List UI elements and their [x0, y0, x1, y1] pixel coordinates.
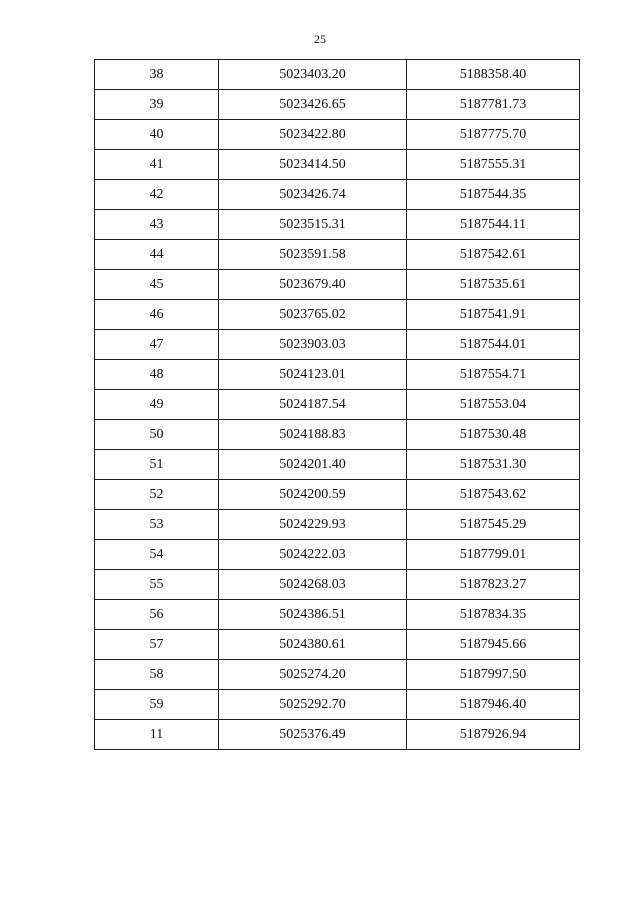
x-coordinate-cell: 5023903.03	[219, 330, 407, 360]
y-coordinate-cell: 5187926.94	[407, 720, 580, 750]
table-row	[95, 450, 580, 480]
y-coordinate-cell: 5187781.73	[407, 90, 580, 120]
table-row	[95, 510, 580, 540]
table-row	[95, 210, 580, 240]
table-row	[95, 390, 580, 420]
y-coordinate-cell: 5187541.91	[407, 300, 580, 330]
x-coordinate-cell: 5023422.80	[219, 120, 407, 150]
point-number-cell: 38	[95, 60, 219, 90]
x-coordinate-cell: 5024187.54	[219, 390, 407, 420]
point-number-cell: 42	[95, 180, 219, 210]
table-row	[95, 300, 580, 330]
y-coordinate-cell: 5188358.40	[407, 60, 580, 90]
y-coordinate-cell: 5187997.50	[407, 660, 580, 690]
point-number-cell: 51	[95, 450, 219, 480]
y-coordinate-cell: 5187544.01	[407, 330, 580, 360]
point-number-cell: 39	[95, 90, 219, 120]
x-coordinate-cell: 5024229.93	[219, 510, 407, 540]
coordinates-table	[94, 59, 580, 750]
table-row	[95, 180, 580, 210]
x-coordinate-cell: 5025292.70	[219, 690, 407, 720]
x-coordinate-cell: 5023765.02	[219, 300, 407, 330]
x-coordinate-cell: 5023591.58	[219, 240, 407, 270]
y-coordinate-cell: 5187553.04	[407, 390, 580, 420]
y-coordinate-cell: 5187544.11	[407, 210, 580, 240]
y-coordinate-cell: 5187775.70	[407, 120, 580, 150]
table-row	[95, 540, 580, 570]
x-coordinate-cell: 5024222.03	[219, 540, 407, 570]
table-row	[95, 660, 580, 690]
table-row	[95, 420, 580, 450]
x-coordinate-cell: 5023679.40	[219, 270, 407, 300]
point-number-cell: 50	[95, 420, 219, 450]
x-coordinate-cell: 5024268.03	[219, 570, 407, 600]
y-coordinate-cell: 5187545.29	[407, 510, 580, 540]
point-number-cell: 40	[95, 120, 219, 150]
point-number-cell: 11	[95, 720, 219, 750]
coordinates-table-body	[95, 60, 580, 750]
x-coordinate-cell: 5023426.65	[219, 90, 407, 120]
point-number-cell: 53	[95, 510, 219, 540]
y-coordinate-cell: 5187530.48	[407, 420, 580, 450]
point-number-cell: 54	[95, 540, 219, 570]
y-coordinate-cell: 5187799.01	[407, 540, 580, 570]
point-number-cell: 41	[95, 150, 219, 180]
table-row	[95, 150, 580, 180]
y-coordinate-cell: 5187823.27	[407, 570, 580, 600]
y-coordinate-cell: 5187543.62	[407, 480, 580, 510]
table-row	[95, 330, 580, 360]
x-coordinate-cell: 5025376.49	[219, 720, 407, 750]
x-coordinate-cell: 5024188.83	[219, 420, 407, 450]
x-coordinate-cell: 5025274.20	[219, 660, 407, 690]
y-coordinate-cell: 5187555.31	[407, 150, 580, 180]
point-number-cell: 55	[95, 570, 219, 600]
y-coordinate-cell: 5187946.40	[407, 690, 580, 720]
x-coordinate-cell: 5024380.61	[219, 630, 407, 660]
x-coordinate-cell: 5024123.01	[219, 360, 407, 390]
table-row	[95, 600, 580, 630]
point-number-cell: 46	[95, 300, 219, 330]
point-number-cell: 56	[95, 600, 219, 630]
point-number-cell: 57	[95, 630, 219, 660]
point-number-cell: 49	[95, 390, 219, 420]
y-coordinate-cell: 5187531.30	[407, 450, 580, 480]
table-row	[95, 90, 580, 120]
point-number-cell: 52	[95, 480, 219, 510]
y-coordinate-cell: 5187544.35	[407, 180, 580, 210]
table-row	[95, 60, 580, 90]
x-coordinate-cell: 5023403.20	[219, 60, 407, 90]
point-number-cell: 43	[95, 210, 219, 240]
table-row	[95, 270, 580, 300]
table-row	[95, 690, 580, 720]
table-row	[95, 480, 580, 510]
point-number-cell: 45	[95, 270, 219, 300]
y-coordinate-cell: 5187554.71	[407, 360, 580, 390]
table-row	[95, 720, 580, 750]
x-coordinate-cell: 5023426.74	[219, 180, 407, 210]
x-coordinate-cell: 5024201.40	[219, 450, 407, 480]
y-coordinate-cell: 5187542.61	[407, 240, 580, 270]
table-row	[95, 570, 580, 600]
x-coordinate-cell: 5024386.51	[219, 600, 407, 630]
point-number-cell: 44	[95, 240, 219, 270]
x-coordinate-cell: 5023414.50	[219, 150, 407, 180]
y-coordinate-cell: 5187834.35	[407, 600, 580, 630]
x-coordinate-cell: 5024200.59	[219, 480, 407, 510]
point-number-cell: 59	[95, 690, 219, 720]
y-coordinate-cell: 5187535.61	[407, 270, 580, 300]
table-row	[95, 630, 580, 660]
table-row	[95, 240, 580, 270]
y-coordinate-cell: 5187945.66	[407, 630, 580, 660]
table-row	[95, 120, 580, 150]
point-number-cell: 47	[95, 330, 219, 360]
page-number: 25	[314, 32, 326, 46]
point-number-cell: 48	[95, 360, 219, 390]
x-coordinate-cell: 5023515.31	[219, 210, 407, 240]
table-row	[95, 360, 580, 390]
point-number-cell: 58	[95, 660, 219, 690]
